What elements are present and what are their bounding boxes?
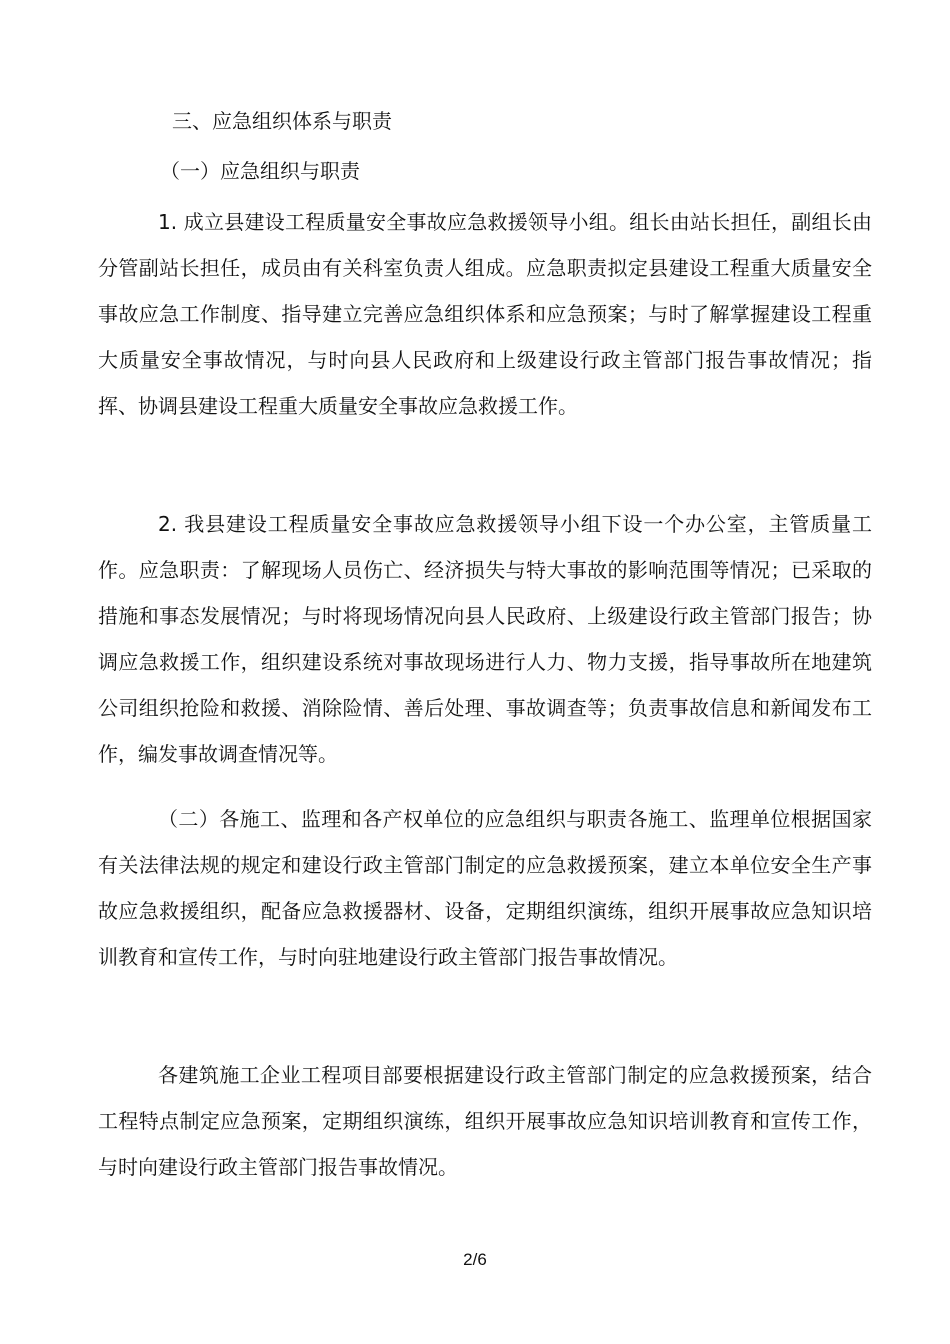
section-heading: 三、应急组织体系与职责 (172, 109, 392, 133)
paragraph-3: （二）各施工、监理和各产权单位的应急组织与职责各施工、监理单位根据国家有关法律法规的规定和建设行政主管部门制定的应急救援预案，建立本单位安全生产事故应急救援组织，配备应急救援器材、设备，定期组织演练，组织开展事故应急知识培训教育和宣传工作，与时向驻地建设行政主管部门报告事故情况。 (98, 807, 872, 969)
paragraph-1: 1. 成立县建设工程质量安全事故应急救援领导小组。组长由站长担任，副组长由分管副站长担任，成员由有关科室负责人组成。应急职责拟定县建设工程重大质量安全事故应急工作制度、指导建立完善应急组织体系和应急预案；与时了解掌握建设工程重大质量安全事故情况，与时向县人民政府和上级建设行政主管部门报告事故情况；指挥、协调县建设工程重大质量安全事故应急救援工作。 (98, 210, 872, 418)
subsection-heading: （一）应急组织与职责 (160, 159, 360, 183)
paragraph-4: 各建筑施工企业工程项目部要根据建设行政主管部门制定的应急救援预案，结合工程特点制定应急预案，定期组织演练，组织开展事故应急知识培训教育和宣传工作，与时向建设行政主管部门报告事故情况。 (98, 1063, 872, 1179)
paragraph-2: 2. 我县建设工程质量安全事故应急救援领导小组下设一个办公室，主管质量工作。应急职责：了解现场人员伤亡、经济损失与特大事故的影响范围等情况；已采取的措施和事态发展情况；与时将现场情况向县人民政府、上级建设行政主管部门报告；协调应急救援工作，组织建设系统对事故现场进行人力、物力支援，指导事故所在地建筑公司组织抢险和救援、消除险情、善后处理、事故调查等；负责事故信息和新闻发布工作，编发事故调查情况等。 (98, 512, 872, 766)
page-number: 2/6 (463, 1250, 487, 1269)
